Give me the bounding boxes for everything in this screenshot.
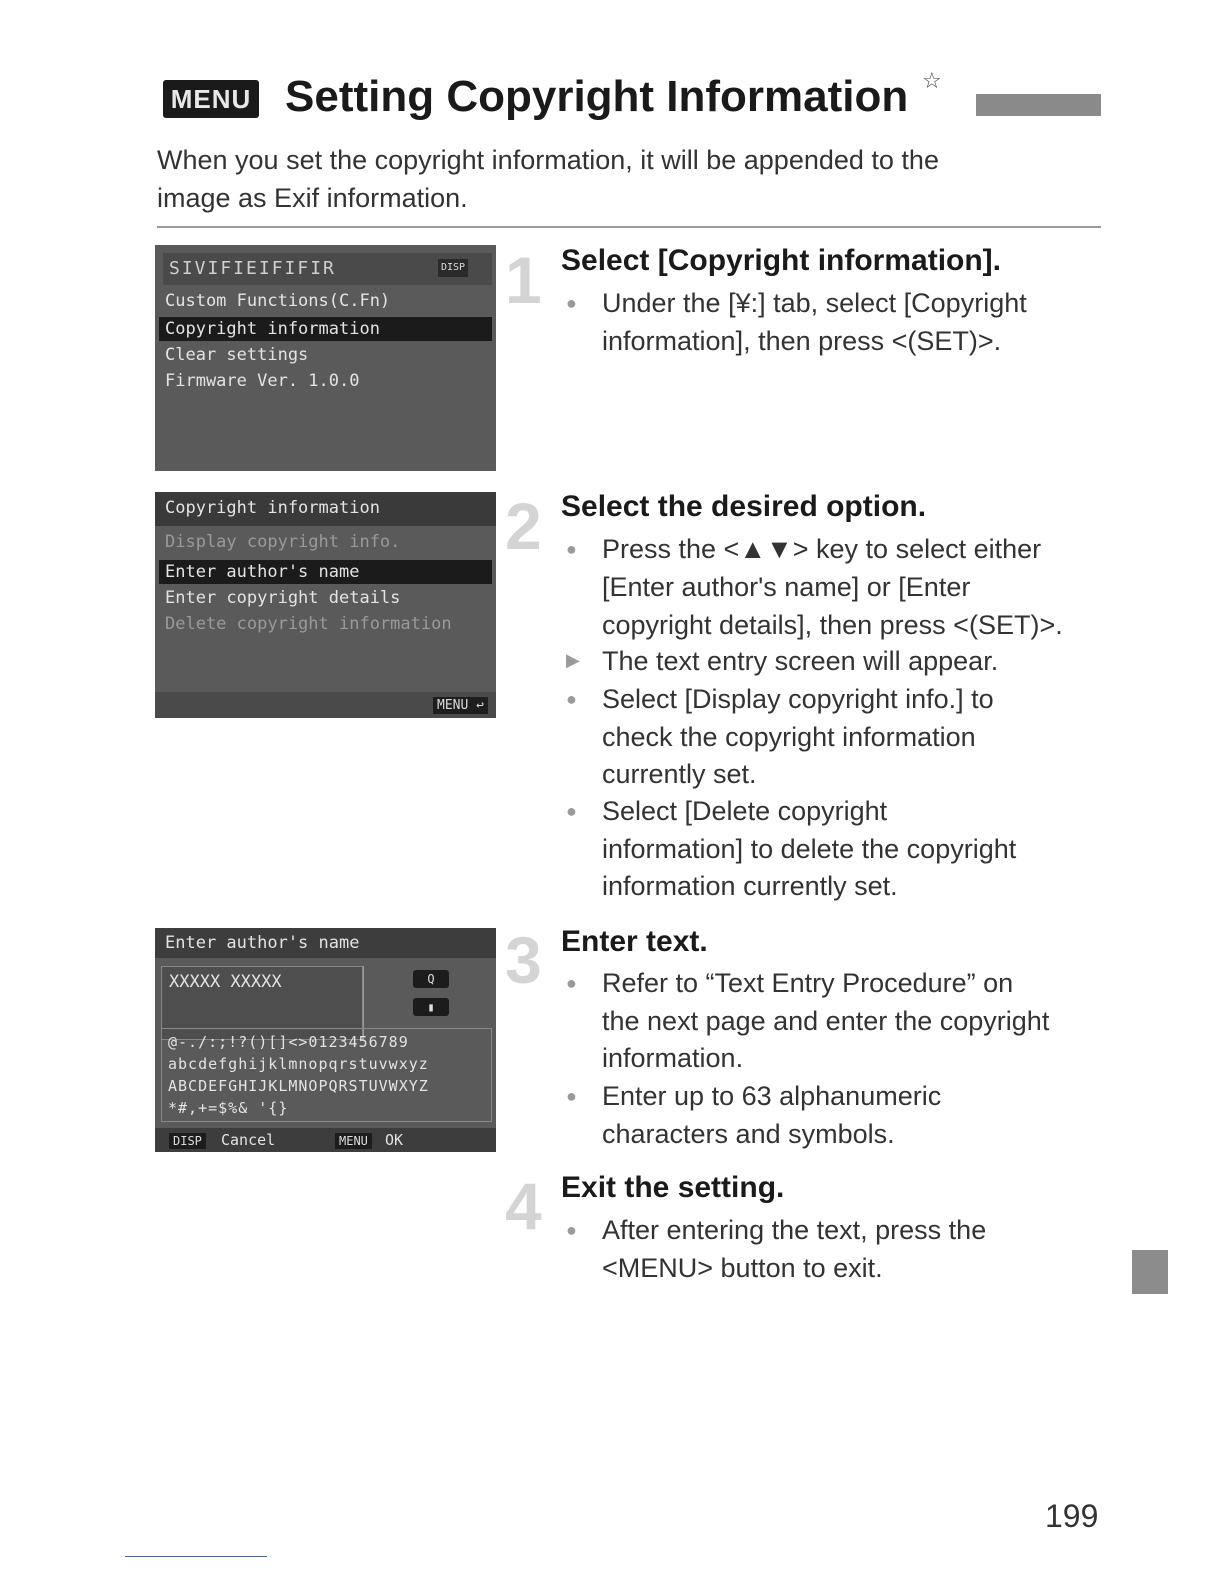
step-text: Refer to “Text Entry Procedure” on [602, 968, 1014, 998]
palette-row: abcdefghijklmnopqrstuvwxyz [168, 1055, 429, 1073]
step-title: Select the desired option. [561, 490, 927, 523]
step-text: copyright details], then press <(SET)>. [602, 610, 1063, 640]
arrow-icon: ▶ [566, 650, 580, 670]
palette-row: *#,+=$%& '{} [168, 1099, 289, 1117]
page-title: Setting Copyright Information [285, 72, 909, 121]
camera-screen-copyright [155, 492, 496, 718]
bullet-icon: ● [566, 801, 577, 821]
disp-icon: DISP [169, 1133, 206, 1149]
star-icon: ☆ [922, 68, 942, 93]
step-number: 4 [505, 1169, 542, 1243]
step-text: Select [Display copyright info.] to [602, 684, 994, 714]
step-text: Press the <▲▼> key to select either [602, 534, 1042, 564]
footer-rule [125, 1556, 267, 1557]
step-text: After entering the text, press the [602, 1215, 987, 1245]
bullet-icon: ● [566, 1220, 577, 1240]
title-decoration-bar [976, 94, 1101, 116]
bullet-icon: ● [566, 1086, 577, 1106]
step-text: Enter up to 63 alphanumeric [602, 1081, 942, 1111]
step-text: <MENU> button to exit. [602, 1253, 883, 1283]
step-title: Exit the setting. [561, 1171, 785, 1204]
camera-screen-menu [155, 245, 496, 471]
step-title: Select [Copyright information]. [561, 244, 1002, 277]
step-text: currently set. [602, 759, 757, 789]
character-palette [161, 1028, 492, 1122]
step-text: information], then press <(SET)>. [602, 326, 1002, 356]
camera-screen-text-entry [155, 928, 496, 1152]
step-text: The text entry screen will appear. [602, 646, 999, 676]
step-text: Select [Delete copyright [602, 796, 888, 826]
step-text: Under the [¥:] tab, select [Copyright [602, 288, 1027, 318]
menu-item: Custom Functions(C.Fn) [165, 291, 391, 311]
step-text: characters and symbols. [602, 1119, 895, 1149]
menu-item-selected: Copyright information [165, 319, 380, 339]
menu-item: Firmware Ver. 1.0.0 [165, 371, 360, 391]
menu-icon: MENU [163, 80, 259, 118]
palette-row: @-./:;!?()[]<>0123456789 [168, 1033, 409, 1051]
step-number: 1 [505, 243, 542, 317]
menu-item: Clear settings [165, 345, 309, 365]
bullet-icon: ● [566, 539, 577, 559]
step-number: 3 [505, 923, 542, 997]
screen-title: Enter author's name [165, 933, 360, 953]
step-text: information. [602, 1043, 744, 1073]
chapter-tab [1132, 1250, 1168, 1294]
ok-label: OK [385, 1131, 404, 1149]
screen-title: Copyright information [165, 498, 380, 518]
step-text: the next page and enter the copyright [602, 1006, 1050, 1036]
menu-item: Display copyright info. [165, 532, 401, 552]
menu-item-selected: Enter author's name [165, 562, 360, 582]
step-text: information] to delete the copyright [602, 834, 1017, 864]
menu-return-icon: MENU ↩ [433, 697, 488, 714]
cancel-label: Cancel [221, 1131, 276, 1149]
q-button-icon: Q [413, 970, 449, 988]
section-divider [157, 226, 1101, 228]
delete-button-icon: ▮ [413, 998, 449, 1016]
palette-row: ABCDEFGHIJKLMNOPQRSTUVWXYZ [168, 1077, 429, 1095]
menu-item: Delete copyright information [165, 614, 452, 634]
step-text: check the copyright information [602, 722, 976, 752]
disp-icon: DISP [438, 259, 468, 277]
menu-item: Enter copyright details [165, 588, 401, 608]
screen-footer [155, 1128, 496, 1152]
step-title: Enter text. [561, 925, 708, 958]
step-number: 2 [505, 489, 542, 563]
menu-tabs: SIVIFIEIFIFIR [163, 253, 492, 285]
bullet-icon: ● [566, 973, 577, 993]
step-text: [Enter author's name] or [Enter [602, 572, 971, 602]
menu-icon: MENU [335, 1133, 372, 1149]
page-number: 199 [1045, 1498, 1099, 1534]
step-text: information currently set. [602, 871, 898, 901]
intro-text: When you set the copyright information, it will be appended to the image as Exif information. [157, 145, 939, 213]
name-value: XXXXX XXXXX [169, 972, 282, 992]
bullet-icon: ● [566, 293, 577, 313]
bullet-icon: ● [566, 689, 577, 709]
